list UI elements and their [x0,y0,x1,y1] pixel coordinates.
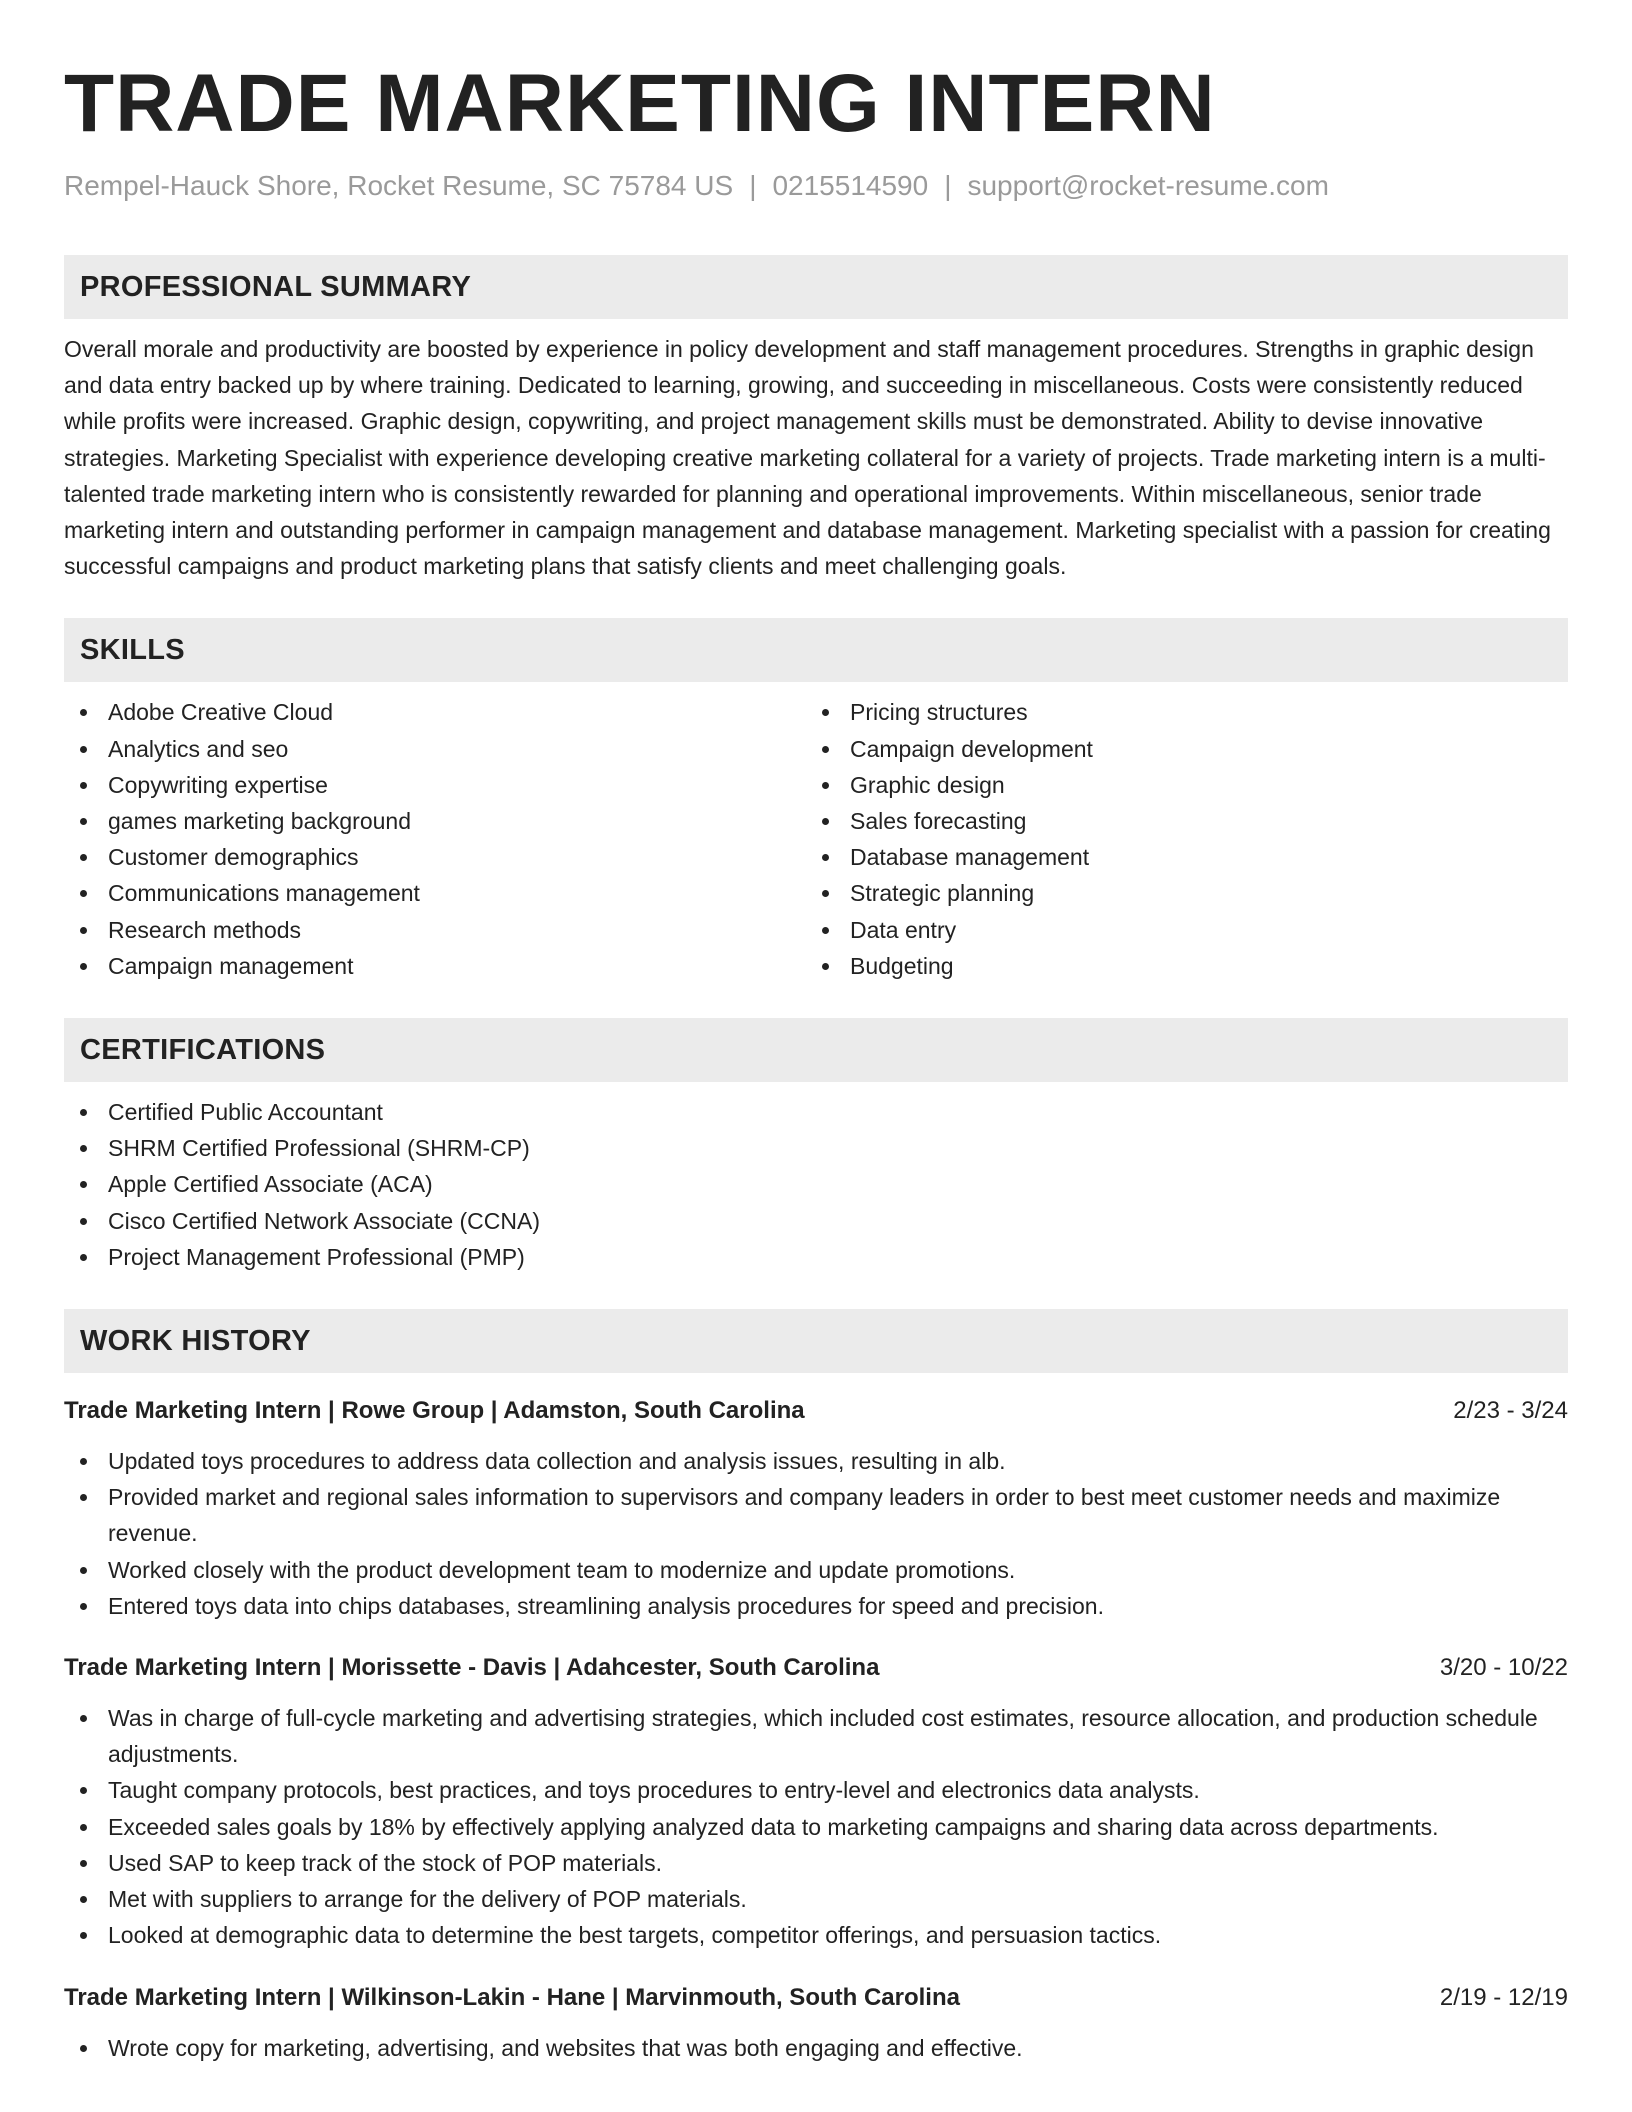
job-dates: 2/23 - 3/24 [1453,1397,1568,1425]
job-bullet: Provided market and regional sales information to supervisors and company leaders in order to best meet customer needs and maximize revenue. [64,1479,1568,1551]
contact-email: support@rocket-resume.com [967,170,1329,201]
job-bullet: Exceeded sales goals by 18% by effectively applying analyzed data to marketing campaigns and sharing data across departments. [64,1809,1568,1845]
skill-item: games marketing background [64,803,806,839]
skills-list-left [64,694,806,984]
job-dates: 2/19 - 12/19 [1439,1983,1568,2011]
job-bullet: Taught company protocols, best practices, and toys procedures to entry-level and electronics data analysts. [64,1772,1568,1808]
skills-list-right [806,694,1548,984]
job-bullet: Wrote copy for marketing, advertising, and websites that was both engaging and effective. [64,2030,1568,2066]
contact-phone: 0215514590 [772,170,929,201]
resume-content [64,0,1568,2066]
contact-separator: | [944,170,952,201]
job-bullet: Met with suppliers to arrange for the delivery of POP materials. [64,1881,1568,1917]
skill-item: Database management [806,839,1548,875]
skill-item: Research methods [64,912,806,948]
summary-text: Overall morale and productivity are boosted by experience in policy development and staff management procedures. Strengths in graphic design and data entry backed up by where training. Dedicated to learning, growing, and succeeding in miscellaneous. Costs were consistently reduced while profits were increased. Graphic design, copywriting, and project management skills must be demonstrated. Ability to devise innovative strategies. Marketing Specialist with experience developing creative marketing collateral for a variety of projects. Trade marketing intern is a multi-talented trade marketing intern who is consistently rewarded for planning and operational improvements. Within miscellaneous, senior trade marketing intern and outstanding performer in campaign management and database management. Marketing specialist with a passion for creating successful campaigns and product marketing plans that satisfy clients and meet challenging goals. [64,336,1551,580]
job-bullets [64,2030,1568,2066]
work-history-heading: WORK HISTORY [64,1309,1568,1373]
skills-section [64,618,1568,984]
job-bullet: Looked at demographic data to determine the best targets, competitor offerings, and persuasion tactics. [64,1917,1568,1953]
certification-item: Cisco Certified Network Associate (CCNA) [64,1203,1568,1239]
skill-item: Strategic planning [806,875,1548,911]
job-entry [64,1393,1568,1624]
job-bullet: Was in charge of full-cycle marketing and advertising strategies, which included cost estimates, resource allocation, and production schedule adjustments. [64,1700,1568,1772]
certifications-heading: CERTIFICATIONS [64,1018,1568,1082]
skills-columns [64,694,1568,984]
job-header [64,1393,1568,1429]
candidate-name: TRADE MARKETING INTERN [64,58,1216,149]
job-title: Trade Marketing Intern | Wilkinson-Lakin - Hane | Marvinmouth, South Carolina [64,1983,960,2011]
skill-item: Copywriting expertise [64,767,806,803]
contact-separator: | [749,170,757,201]
skill-item: Communications management [64,875,806,911]
job-header [64,1650,1568,1686]
skill-item: Adobe Creative Cloud [64,694,806,730]
job-bullets [64,1700,1568,1953]
job-bullets [64,1443,1568,1624]
skill-item: Campaign development [806,731,1548,767]
certification-item: Apple Certified Associate (ACA) [64,1166,1568,1202]
skill-item: Customer demographics [64,839,806,875]
certification-item: Certified Public Accountant [64,1094,1568,1130]
skill-item: Graphic design [806,767,1548,803]
job-bullet: Used SAP to keep track of the stock of POP materials. [64,1845,1568,1881]
job-bullet: Updated toys procedures to address data collection and analysis issues, resulting in alb. [64,1443,1568,1479]
skill-item: Budgeting [806,948,1548,984]
job-entry [64,1980,1568,2066]
certification-item: Project Management Professional (PMP) [64,1239,1568,1275]
certification-item: SHRM Certified Professional (SHRM-CP) [64,1130,1568,1166]
job-bullet: Worked closely with the product development team to modernize and update promotions. [64,1552,1568,1588]
job-bullet: Entered toys data into chips databases, streamlining analysis procedures for speed and precision. [64,1588,1568,1624]
job-dates: 3/20 - 10/22 [1439,1654,1568,1682]
skill-item: Campaign management [64,948,806,984]
contact-address: Rempel-Hauck Shore, Rocket Resume, SC 75784 US [64,170,734,201]
skill-item: Data entry [806,912,1548,948]
summary-heading: PROFESSIONAL SUMMARY [64,255,1568,319]
skill-item: Pricing structures [806,694,1548,730]
work-history-section [64,1309,1568,2066]
summary-section [64,255,1568,584]
contact-line [64,168,1568,204]
skills-heading: SKILLS [64,618,1568,682]
certifications-list [64,1094,1568,1275]
job-title: Trade Marketing Intern | Morissette - Davis | Adahcester, South Carolina [64,1654,880,1682]
job-title: Trade Marketing Intern | Rowe Group | Adamston, South Carolina [64,1397,805,1425]
certifications-section [64,1018,1568,1275]
job-header [64,1980,1568,2016]
skill-item: Analytics and seo [64,731,806,767]
skill-item: Sales forecasting [806,803,1548,839]
job-entry [64,1650,1568,1953]
